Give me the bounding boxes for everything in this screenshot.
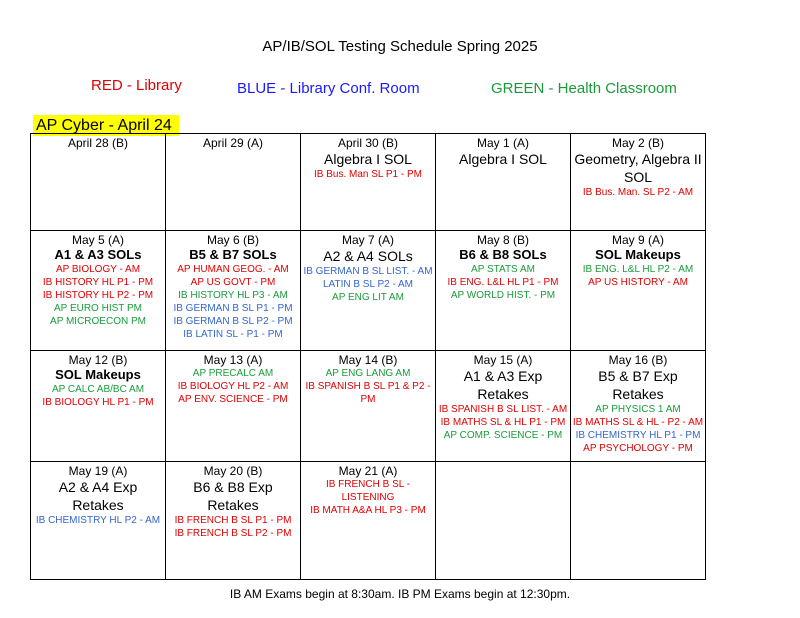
exam-entry: AP ENG LIT AM: [332, 292, 404, 303]
legend-red-key: RED: [91, 77, 123, 94]
exam-entry: IB GERMAN B SL P2 - PM: [173, 316, 293, 327]
exam-entry: IB LATIN SL - P1 - PM: [183, 329, 283, 340]
exam-entry: AP COMP. SCIENCE - PM: [443, 430, 563, 441]
exam-entry: AP ENG LANG AM: [325, 368, 411, 379]
day-cell: [31, 351, 166, 462]
day-cell: [571, 462, 706, 580]
day-heading: A2 & A4 Exp: [58, 479, 138, 495]
exam-entry: AP US GOVT - PM: [190, 277, 276, 288]
day-heading: Algebra I SOL: [459, 151, 547, 167]
footer-note: IB AM Exams begin at 8:30am. IB PM Exams begin at 12:30pm.: [229, 587, 571, 601]
exam-entry: AP MICROECON PM: [50, 316, 146, 327]
week-row: [31, 351, 706, 462]
day-date: May 9 (A): [611, 233, 664, 247]
day-heading: A1 & A3 SOLs: [54, 247, 142, 262]
day-heading: A2 & A4 SOLs: [323, 248, 413, 264]
week-row: [31, 462, 706, 580]
day-date: May 15 (A): [473, 353, 533, 367]
exam-entry: AP WORLD HIST. - PM: [450, 290, 556, 301]
day-date: May 16 (B): [608, 353, 668, 367]
exam-entry: IB HISTORY HL P3 - AM: [178, 290, 288, 301]
page-title: AP/IB/SOL Testing Schedule Spring 2025: [262, 38, 538, 55]
exam-entry: IB HISTORY HL P1 - PM: [42, 277, 154, 288]
exam-entry: IB CHEMISTRY HL P2 - AM: [35, 515, 161, 526]
day-cell: [436, 231, 571, 351]
day-date: May 7 (A): [341, 233, 394, 247]
day-cell: [166, 462, 301, 580]
legend-red-desc: - Library: [126, 77, 182, 94]
day-cell: [571, 134, 706, 231]
exam-entry: IB MATHS SL & HL P1 - PM: [440, 417, 566, 428]
day-heading: B6 & B8 Exp: [193, 479, 273, 495]
exam-entry: IB MATHS SL & HL - P2 - AM: [572, 417, 704, 428]
week-row: [31, 134, 706, 231]
exam-entry: IB HISTORY HL P2 - PM: [42, 290, 154, 301]
exam-entry: AP PRECALC AM: [192, 368, 274, 379]
day-heading: SOL Makeups: [55, 367, 141, 382]
day-heading: Geometry, Algebra II: [574, 151, 702, 167]
exam-entry: AP PHYSICS 1 AM: [595, 404, 681, 415]
exam-entry: IB BIOLOGY HL P2 - AM: [177, 381, 289, 392]
day-date: May 5 (A): [71, 233, 124, 247]
legend-green-key: GREEN: [491, 80, 545, 97]
legend-blue: [237, 80, 420, 97]
day-date: May 6 (B): [206, 233, 259, 247]
day-heading: SOL: [623, 169, 652, 185]
exam-entry: IB Bus. Man SL P1 - PM: [313, 169, 422, 180]
day-cell: [31, 231, 166, 351]
exam-entry: IB GERMAN B SL P1 - PM: [173, 303, 293, 314]
day-date: May 14 (B): [338, 353, 398, 367]
day-cell: [166, 231, 301, 351]
week-row: [31, 231, 706, 351]
day-cell: [436, 351, 571, 462]
exam-entry: LATIN B SL P2 - AM: [322, 279, 414, 290]
exam-entry: IB FRENCH B SL P2 - PM: [174, 528, 292, 539]
day-date: April 30 (B): [337, 136, 399, 150]
day-heading: A1 & A3 Exp: [463, 368, 543, 384]
legend-red: [91, 77, 182, 94]
day-heading: B6 & B8 SOLs: [459, 247, 547, 262]
ap-cyber-banner: AP Cyber - April 24: [33, 115, 179, 136]
exam-entry: IB Bus. Man. SL P2 - AM: [582, 187, 694, 198]
day-cell: [436, 462, 571, 580]
day-heading: Retakes: [207, 497, 259, 513]
day-cell: [166, 134, 301, 231]
day-heading: Algebra I SOL: [324, 151, 412, 167]
exam-entry: AP EURO HIST PM: [54, 303, 142, 314]
legend-blue-key: BLUE: [237, 80, 277, 97]
day-cell: [31, 134, 166, 231]
day-cell: [301, 351, 436, 462]
day-date: May 13 (A): [203, 353, 263, 367]
day-cell: [301, 462, 436, 580]
exam-entry: AP CALC AB/BC AM: [51, 384, 145, 395]
day-heading: SOL Makeups: [595, 247, 681, 262]
day-date: May 1 (A): [476, 136, 529, 150]
day-cell: [301, 231, 436, 351]
exam-entry: AP HUMAN GEOG. - AM: [177, 264, 289, 275]
exam-entry: IB ENG. L&L HL P1 - PM: [447, 277, 559, 288]
day-date: May 2 (B): [611, 136, 664, 150]
exam-entry: IB BIOLOGY HL P1 - PM: [42, 397, 154, 408]
exam-entry: IB SPANISH B SL LIST. - AM: [438, 404, 568, 415]
exam-entry: IB FRENCH B SL - LISTENING: [325, 479, 411, 503]
day-date: May 12 (B): [68, 353, 128, 367]
exam-entry: IB SPANISH B SL P1 & P2 - PM: [305, 381, 431, 405]
legend-green-desc: - Health Classroom: [548, 80, 677, 97]
exam-entry: IB CHEMISTRY HL P1 - PM: [575, 430, 701, 441]
exam-entry: AP STATS AM: [471, 264, 535, 275]
day-cell: [166, 351, 301, 462]
day-date: May 8 (B): [476, 233, 529, 247]
day-date: May 21 (A): [338, 464, 398, 478]
exam-entry: AP ENV. SCIENCE - PM: [178, 394, 288, 405]
day-date: April 28 (B): [67, 136, 129, 150]
day-cell: [571, 351, 706, 462]
day-cell: [31, 462, 166, 580]
day-heading: B5 & B7 SOLs: [189, 247, 277, 262]
exam-entry: IB MATH A&A HL P3 - PM: [310, 505, 426, 516]
day-date: May 20 (B): [203, 464, 263, 478]
day-cell: [301, 134, 436, 231]
exam-entry: AP PSYCHOLOGY - PM: [583, 443, 693, 454]
day-date: April 29 (A): [202, 136, 264, 150]
day-cell: [436, 134, 571, 231]
exam-entry: AP BIOLOGY - AM: [55, 264, 141, 275]
exam-entry: IB GERMAN B SL LIST. - AM: [303, 266, 433, 277]
day-heading: B5 & B7 Exp: [598, 368, 678, 384]
legend-green: [491, 80, 677, 97]
schedule-calendar: [30, 133, 706, 580]
day-heading: Retakes: [477, 386, 529, 402]
exam-entry: IB ENG. L&L HL P2 - AM: [582, 264, 694, 275]
legend-blue-desc: - Library Conf. Room: [280, 80, 420, 97]
day-heading: Retakes: [612, 386, 664, 402]
day-date: May 19 (A): [68, 464, 128, 478]
exam-entry: AP US HISTORY - AM: [588, 277, 688, 288]
day-cell: [571, 231, 706, 351]
day-heading: Retakes: [72, 497, 124, 513]
exam-entry: IB FRENCH B SL P1 - PM: [174, 515, 292, 526]
